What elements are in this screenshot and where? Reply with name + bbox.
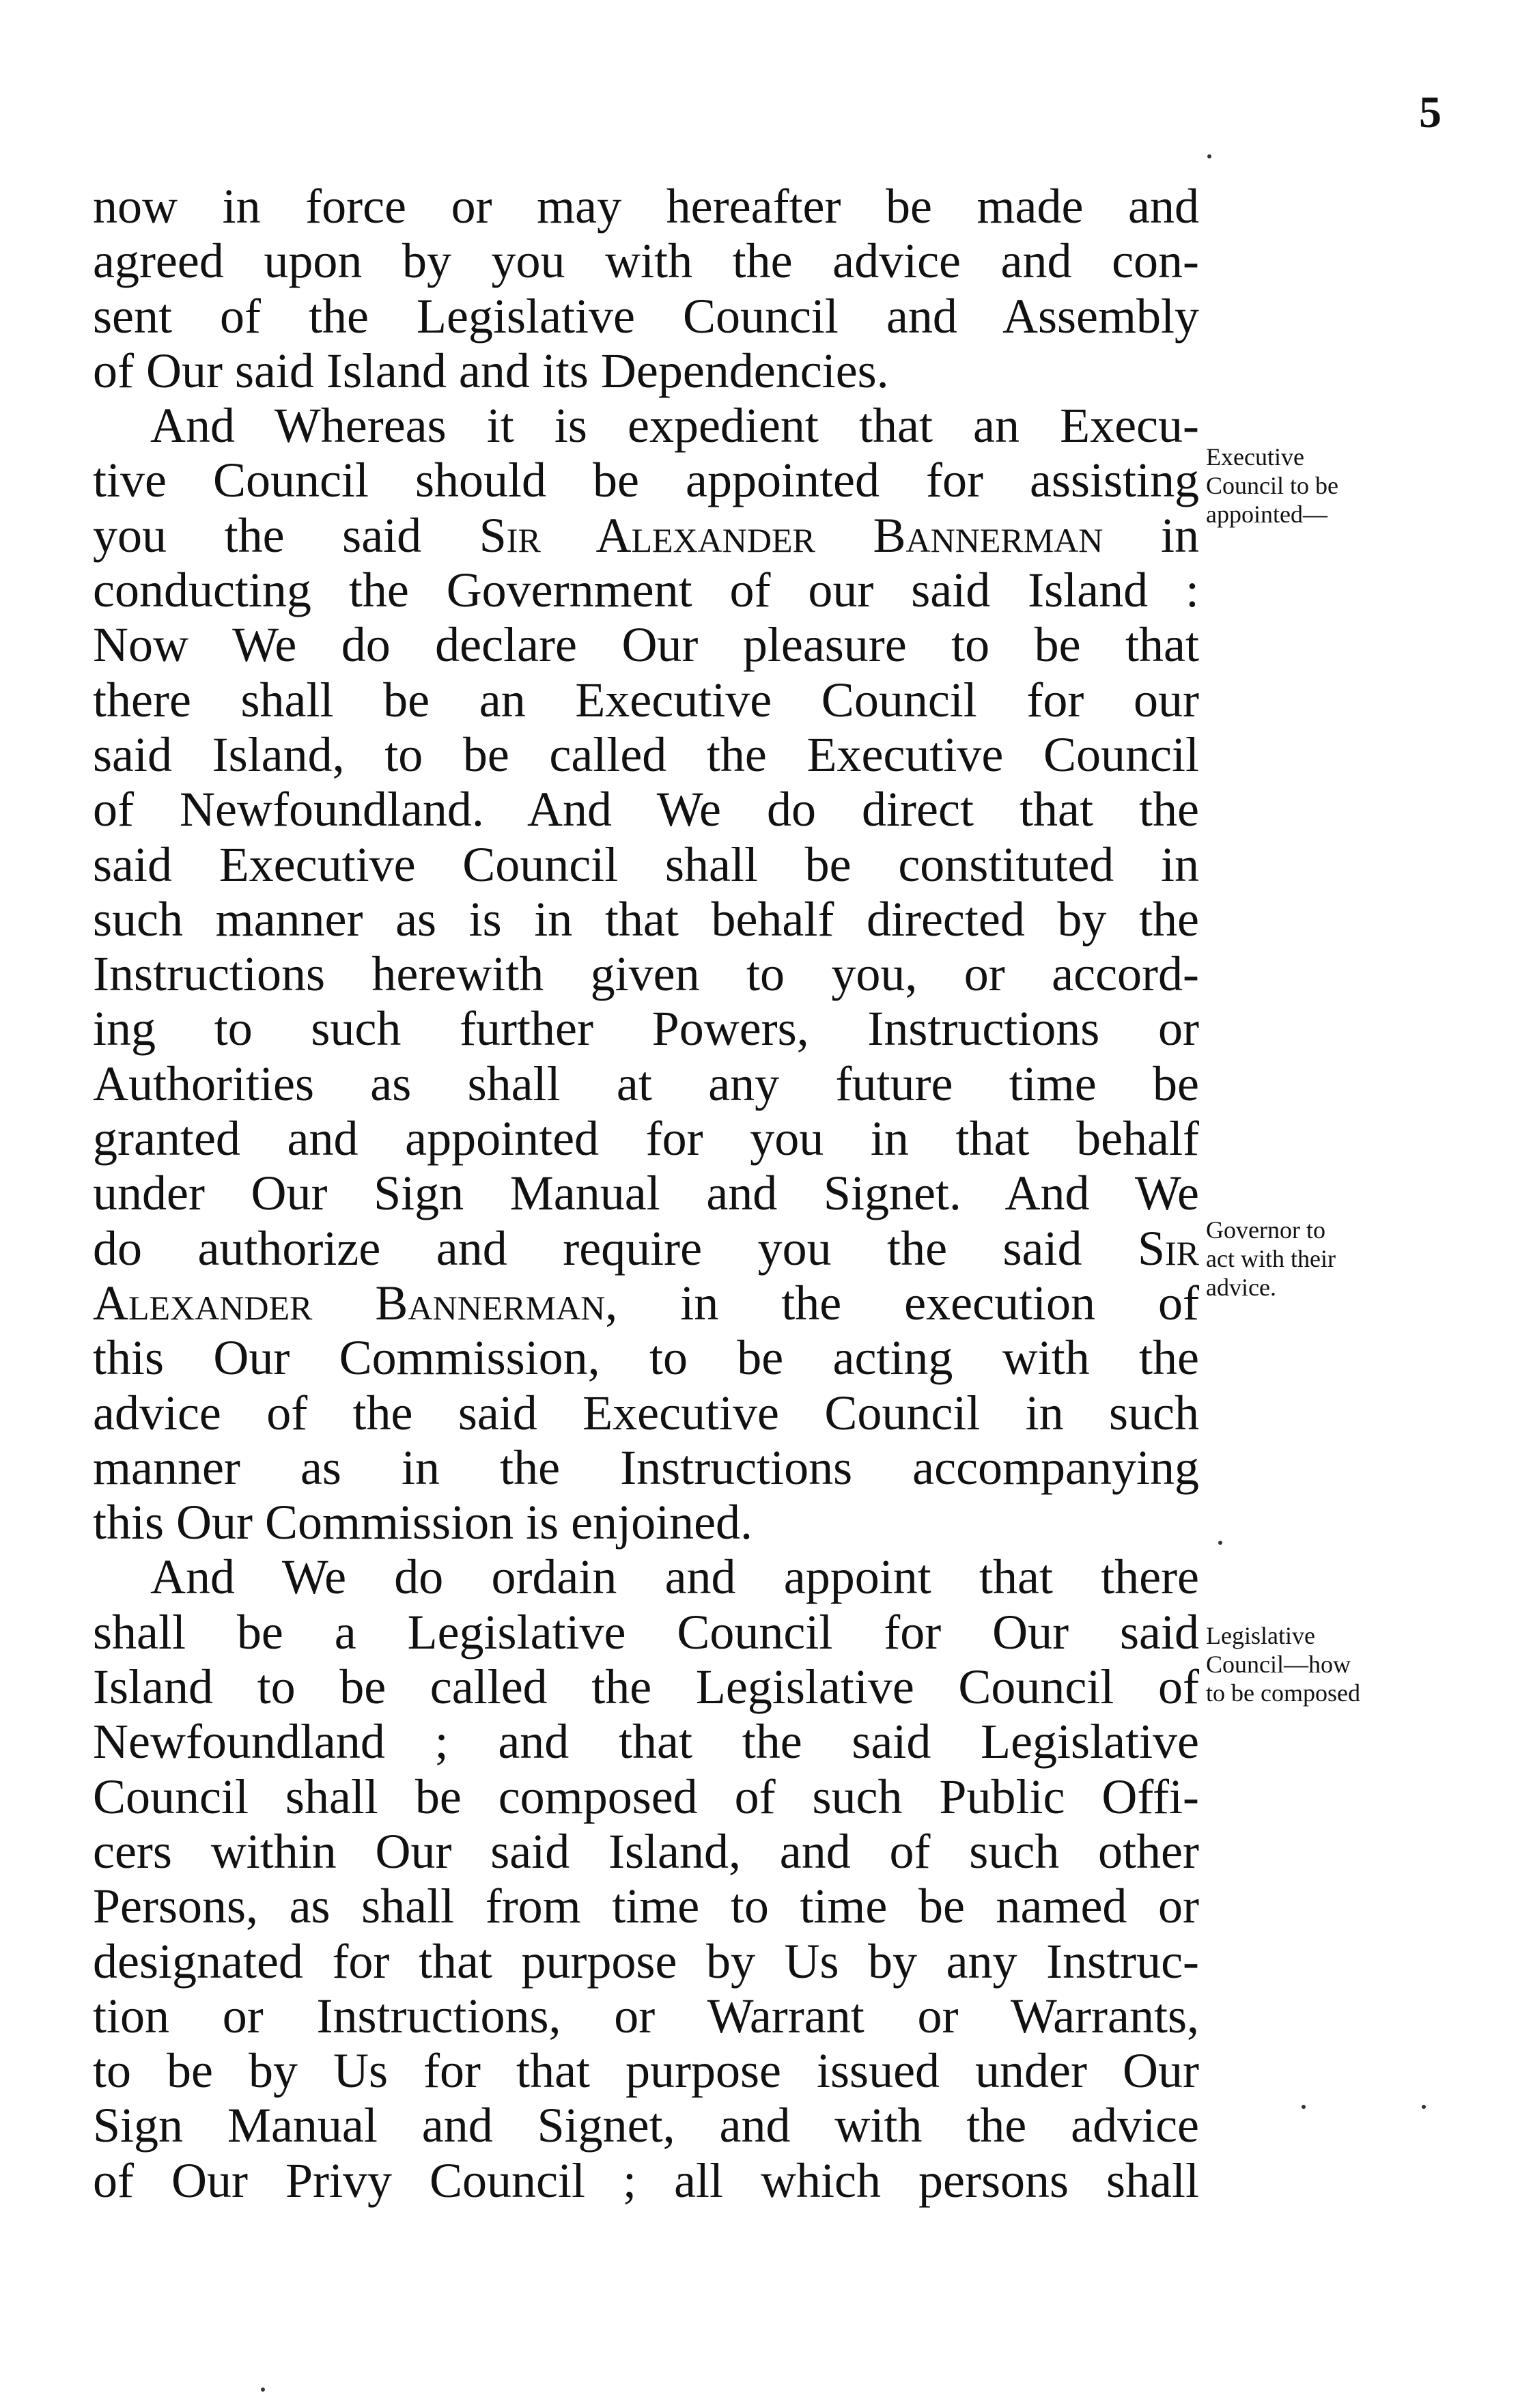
margin-note-executive-council — [1206, 443, 1506, 529]
text-line — [93, 1495, 1199, 1550]
text-line-content: advice of the said Executive Council in such — [93, 1385, 1199, 1440]
text-line-content: you the said — [93, 507, 479, 563]
text-line — [93, 617, 1199, 672]
text-line-content: Newfoundland ; and that the said Legislative — [93, 1714, 1199, 1769]
text-line — [93, 563, 1199, 617]
text-line-content: ing to such further Powers, Instructions or — [93, 1001, 1199, 1056]
margin-note-line: to be composed — [1206, 1679, 1360, 1707]
print-speck — [261, 2388, 265, 2392]
text-line-content: Sign Manual and Signet, and with the advice — [93, 2098, 1199, 2153]
text-line — [93, 1934, 1199, 1989]
margin-note-line: Council to be — [1206, 472, 1338, 499]
text-line-content: Instructions herewith given to you, or accord- — [93, 947, 1199, 1002]
text-line-content: of Our Privy Council ; all which persons shall — [93, 2153, 1199, 2208]
print-speck — [1207, 154, 1211, 158]
print-speck — [1422, 2105, 1426, 2109]
text-line-content: Island to be called the Legislative Council of — [93, 1660, 1199, 1715]
margin-note-governor — [1206, 1216, 1506, 1302]
text-line-content: tive Council should be appointed for assisting — [93, 453, 1199, 508]
text-line — [93, 1440, 1199, 1495]
text-line-content: shall be a Legislative Council for Our said — [93, 1604, 1199, 1660]
text-line — [93, 344, 1199, 398]
text-line-content: under Our Sign Manual and Signet. And We — [93, 1166, 1199, 1221]
text-line — [93, 1660, 1199, 1714]
print-speck — [1302, 2105, 1306, 2109]
text-line — [93, 289, 1199, 344]
text-line-content: Persons, as shall from time to time be named or — [93, 1879, 1199, 1934]
text-line — [93, 1386, 1199, 1440]
small-caps-name: Sir Alexander Bannerman — [479, 507, 1104, 563]
paragraph-first-line — [93, 1550, 1199, 1604]
text-line-content: agreed upon by you with the advice and con- — [93, 234, 1199, 289]
margin-note-line: advice. — [1206, 1274, 1276, 1301]
text-line-content: And Whereas it is expedient that an Execu- — [150, 398, 1199, 453]
text-line-content: said Executive Council shall be constituted in — [93, 837, 1199, 892]
text-line — [93, 2098, 1199, 2153]
text-line-content: conducting the Government of our said Island : — [93, 563, 1199, 618]
small-caps-name: Sir — [1137, 1220, 1199, 1276]
text-line — [93, 1330, 1199, 1385]
text-line — [93, 2153, 1199, 2208]
text-line — [93, 1989, 1199, 2043]
text-line-content: to be by Us for that purpose issued under Our — [93, 2043, 1199, 2099]
text-line-content: Now We do declare Our pleasure to be that — [93, 617, 1199, 673]
text-line — [93, 1276, 1199, 1330]
text-line — [93, 2043, 1199, 2098]
text-line — [93, 453, 1199, 507]
text-line-content: there shall be an Executive Council for our — [93, 672, 1199, 727]
small-caps-name: Alexander Bannerman — [93, 1275, 606, 1330]
text-line-content: granted and appointed for you in that behalf — [93, 1111, 1199, 1166]
paragraph-first-line — [93, 398, 1199, 453]
page-number: 5 — [1419, 87, 1442, 137]
text-line — [93, 837, 1199, 892]
margin-note-legislative-council — [1206, 1621, 1506, 1707]
text-line — [93, 1166, 1199, 1220]
text-line — [93, 782, 1199, 837]
text-line-content: tion or Instructions, or Warrant or Warrants, — [93, 1988, 1199, 2043]
text-line — [93, 1769, 1199, 1824]
body-text — [93, 179, 1199, 2208]
text-line — [93, 727, 1199, 782]
text-line-content: Council shall be composed of such Public Offi- — [93, 1769, 1199, 1824]
text-line-content: this Our Commission is enjoined. — [93, 1495, 753, 1550]
text-line — [93, 179, 1199, 234]
text-line — [93, 1221, 1199, 1276]
text-line-content: sent of the Legislative Council and Assembly — [93, 288, 1199, 344]
text-line-content: said Island, to be called the Executive Council — [93, 727, 1199, 782]
margin-note-line: Governor to — [1206, 1216, 1325, 1244]
margin-note-line: appointed— — [1206, 501, 1327, 528]
margin-note-line: Legislative — [1206, 1622, 1315, 1649]
text-line — [93, 1714, 1199, 1769]
margin-note-line: Council—how — [1206, 1651, 1351, 1678]
margin-note-line: Executive — [1206, 443, 1304, 471]
text-line — [93, 1111, 1199, 1166]
text-line — [93, 234, 1199, 288]
text-line-content: Authorities as shall at any future time be — [93, 1056, 1199, 1111]
text-line-content: And We do ordain and appoint that there — [150, 1550, 1199, 1605]
text-line-content: do authorize and require you the said — [93, 1220, 1138, 1276]
text-line — [93, 892, 1199, 947]
text-line-content: manner as in the Instructions accompanying — [93, 1440, 1199, 1495]
text-line — [93, 1879, 1199, 1933]
text-line-content: cers within Our said Island, and of such other — [93, 1823, 1199, 1879]
text-line — [93, 1056, 1199, 1111]
print-speck — [1218, 1541, 1222, 1545]
text-line-content: this Our Commission, to be acting with the — [93, 1330, 1199, 1386]
text-line — [93, 673, 1199, 727]
margin-note-line: act with their — [1206, 1245, 1336, 1272]
text-line-content: , in the execution of — [605, 1275, 1199, 1330]
text-line-content: in — [1103, 507, 1199, 563]
text-line-content: designated for that purpose by Us by any Instruc- — [93, 1933, 1199, 1989]
text-line — [93, 1605, 1199, 1660]
text-line-content: such manner as is in that behalf directed by the — [93, 891, 1199, 947]
text-line-content: of Newfoundland. And We do direct that the — [93, 782, 1199, 837]
text-line — [93, 508, 1199, 563]
text-line — [93, 947, 1199, 1001]
text-line-content: of Our said Island and its Dependencies. — [93, 343, 889, 398]
text-line-content: now in force or may hereafter be made and — [93, 179, 1199, 234]
text-line — [93, 1001, 1199, 1056]
text-line — [93, 1824, 1199, 1879]
